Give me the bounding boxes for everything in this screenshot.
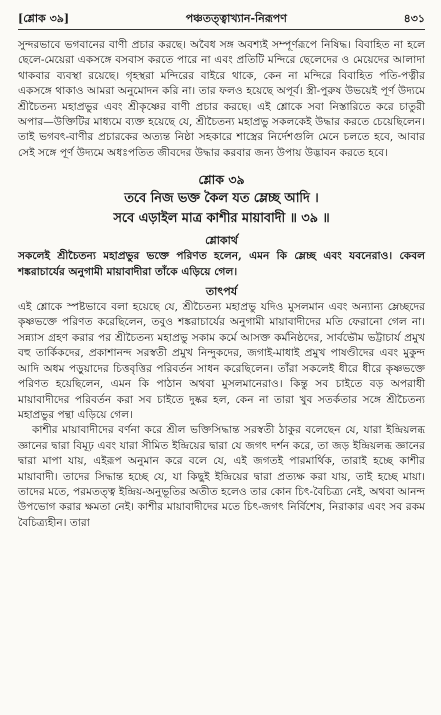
verse-number: শ্লোক ৩৯ — [198, 172, 245, 188]
header-rule — [18, 29, 425, 30]
intro-paragraph: সুন্দরভাবে ভগবানের বাণী প্রচার করছে। অবৈধ সঙ্গ অবশ্যই সম্পূর্ণরূপে নিষিদ্ধ। বিবাহিত না হলে ছেলে-মেয়েরা একসঙ্গে বসবাস করতে পারে না এবং প্রতিটি মন্দিরে ছেলেদের ও মেয়েদের আলাদা থাকবার ব্যবস্থা রয়েছে। গৃহস্থরা মন্দিরের বাইরে থাকে, কেন না মন্দিরে বিবাহিত পতি-পত্নীর একসঙ্গে থাকাও আমরা অনুমোদন করি না। তার ফলও হয়েছে অপূর্ব। স্ত্রী-পুরুষ উভয়েই পূর্ণ উদ্যমে শ্রীচৈতন্য মহাপ্রভুর এবং শ্রীকৃষ্ণের বাণী প্রচার করছে। এই শ্লোকে সবা নিস্তারিতে করে চাতুরী অপার—উক্তিটির মাধ্যমে ব্যক্ত হয়েছে যে, শ্রীচৈতন্য মহাপ্রভু সকলকেই উদ্ধার করতে চেয়েছিলেন। তাই ভগবৎ-বাণীর প্রচারকের অত্যন্ত নিষ্ঠা সহকারে শাস্ত্রের নির্দেশগুলি মেনে চলতে হবে, আবার সেই সঙ্গে পূর্ণ উদ্যমে অধঃপতিত জীবদের উদ্ধার করবার জন্য উপায় উদ্ভাবন করতে হবে। — [18, 39, 425, 159]
header-verse-ref: [শ্লোক ৩৯] — [18, 12, 70, 25]
translation-text: সকলেই শ্রীচৈতন্য মহাপ্রভুর ভক্তে পরিণত হলেন, এমন কি ম্লেচ্ছ এবং যবনেরাও। কেবল শঙ্করাচার্যের অনুগামী মায়াবাদীরা তাঁকে এড়িয়ে গেল। — [18, 250, 425, 278]
running-header — [18, 10, 425, 26]
purport-paragraph-1: এই শ্লোকে স্পষ্টভাবে বলা হয়েছে যে, শ্রীচৈতন্য মহাপ্রভু যদিও মুসলমান এবং অন্যান্য ম্লেচ্ছদের কৃষ্ণভক্তে পরিণত করেছিলেন, তবুও শঙ্করাচার্যের অনুগামী মায়াবাদীদের মতি ফেরানো গেল না। সন্ন্যাস গ্রহণ করার পর শ্রীচৈতন্য মহাপ্রভু সকাম কর্মে আসক্ত কর্মনিষ্ঠদের, সার্বভৌম ভট্টাচার্য প্রমুখ বহু তার্কিকদের, প্রকাশানন্দ সরস্বতী প্রমুখ নিন্দুকদের, জগাই-মাধাই প্রমুখ পাষণ্ডীদের এবং মুকুন্দ আদি অধম পড়ুয়াদের চিত্তবৃত্তির পরিবর্তন সাধন করেছিলেন। তাঁরা সকলেই ধীরে ধীরে কৃষ্ণভক্তে পরিণত হয়েছিলেন, এমন কি পাঠান অথবা মুসলমানেরাও। কিন্তু সব চাইতে বড় অপরাধী মায়াবাদীদের পরিবর্তন করা সব চাইতে দুষ্কর হল, কেন না তারা খুব সতর্কতার সঙ্গে শ্রীচৈতন্য মহাপ্রভুর পন্থা এড়িয়ে গেল। — [18, 301, 425, 421]
page-number: ৪৩১ — [403, 12, 425, 25]
purport-heading: তাৎপর্য — [205, 285, 238, 299]
verse-line-2: সবে এড়াইল মাত্র কাশীর মায়াবাদী ॥ ৩৯ ॥ — [113, 211, 330, 227]
header-chapter-title: পঞ্চতত্ত্বাখ্যান-নিরূপণ — [185, 12, 287, 25]
translation-heading: শ্লোকার্থ — [205, 234, 238, 248]
verse-line-1: তবে নিজ ভক্ত কৈল যত ম্লেচ্ছ আদি । — [124, 191, 319, 207]
purport-paragraph-2: কাশীর মায়াবাদীদের বর্ণনা করে শ্রীল ভক্তিসিদ্ধান্ত সরস্বতী ঠাকুর বলেছেন যে, যারা ইন্দ্রিয়লব্ধ জ্ঞানের দ্বারা বিমূঢ় এবং যারা সীমিত ইন্দ্রিয়ের দ্বারা যে জগৎ দর্শন করে, তা জড় ইন্দ্রিয়লব্ধ জ্ঞানের দ্বারা মাপা যায়, এইরূপ অনুমান করে বলে যে, এই জগতই পারমার্থিক, তারাই হচ্ছে কাশীর মায়াবাদী। তাদের সিদ্ধান্ত হচ্ছে যে, যা কিছুই ইন্দ্রিয়ের দ্বারা প্রত্যক্ষ করা যায়, তাই হচ্ছে মায়া। তাদের মতে, পরমতত্ত্ব ইন্দ্রিয়-অনুভূতির অতীত হলেও তার কোন চিৎ-বৈচিত্র্য নেই, অথবা আনন্দ উপভোগ করার ক্ষমতা নেই। কাশীর মায়াবাদীদের মতে চিৎ-জগৎ নির্বিশেষ, নিরাকার এবং সব রকম বৈচিত্র্যহীন। তারা — [18, 424, 425, 529]
